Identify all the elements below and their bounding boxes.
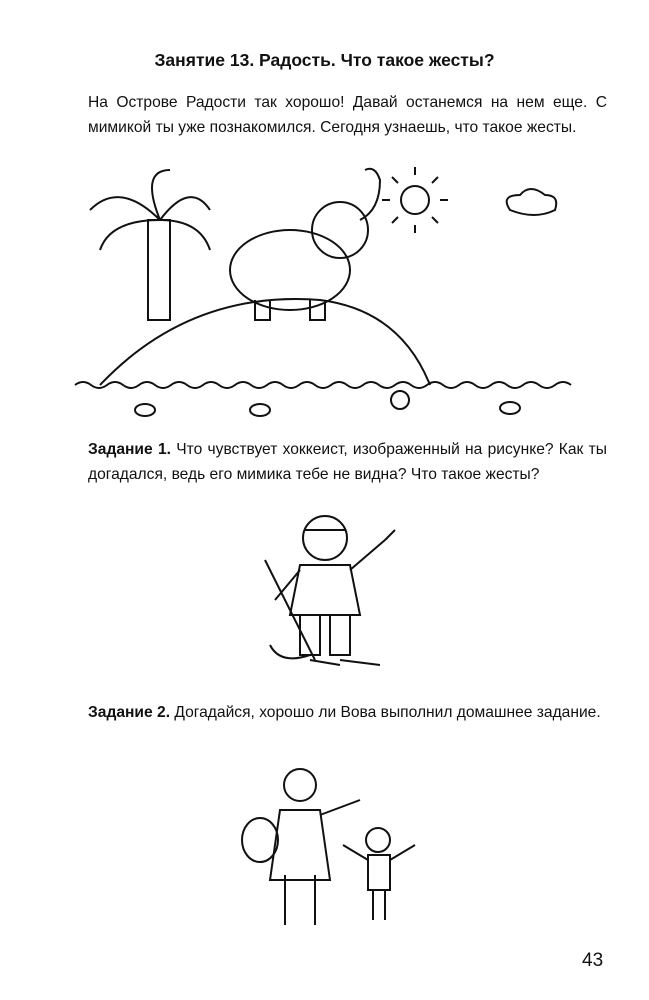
task-1 [88, 437, 607, 487]
task-2-text: Догадайся, хорошо ли Вова выполнил домашнее задание. [174, 704, 601, 721]
mother-and-son-illustration [230, 765, 430, 930]
island-illustration [70, 160, 600, 425]
page-number: 43 [582, 950, 604, 971]
intro-text: На Острове Радости так хорошо! Давай останемся на нем еще. С мимикой ты уже познакомился. Сегодня узнаешь, что такое жесты. [88, 94, 607, 136]
hockey-player-illustration [250, 510, 410, 690]
task-2-label: Задание 2. [88, 704, 171, 721]
page-title: Занятие 13. Радость. Что такое жесты? [154, 50, 495, 70]
task-1-text: Что чувствует хоккеист, изображенный на рисунке? Как ты догадался, ведь его мимика тебе не видна? Что такое жесты? [88, 441, 607, 483]
task-2 [88, 700, 607, 725]
task-1-label: Задание 1. [88, 441, 171, 458]
